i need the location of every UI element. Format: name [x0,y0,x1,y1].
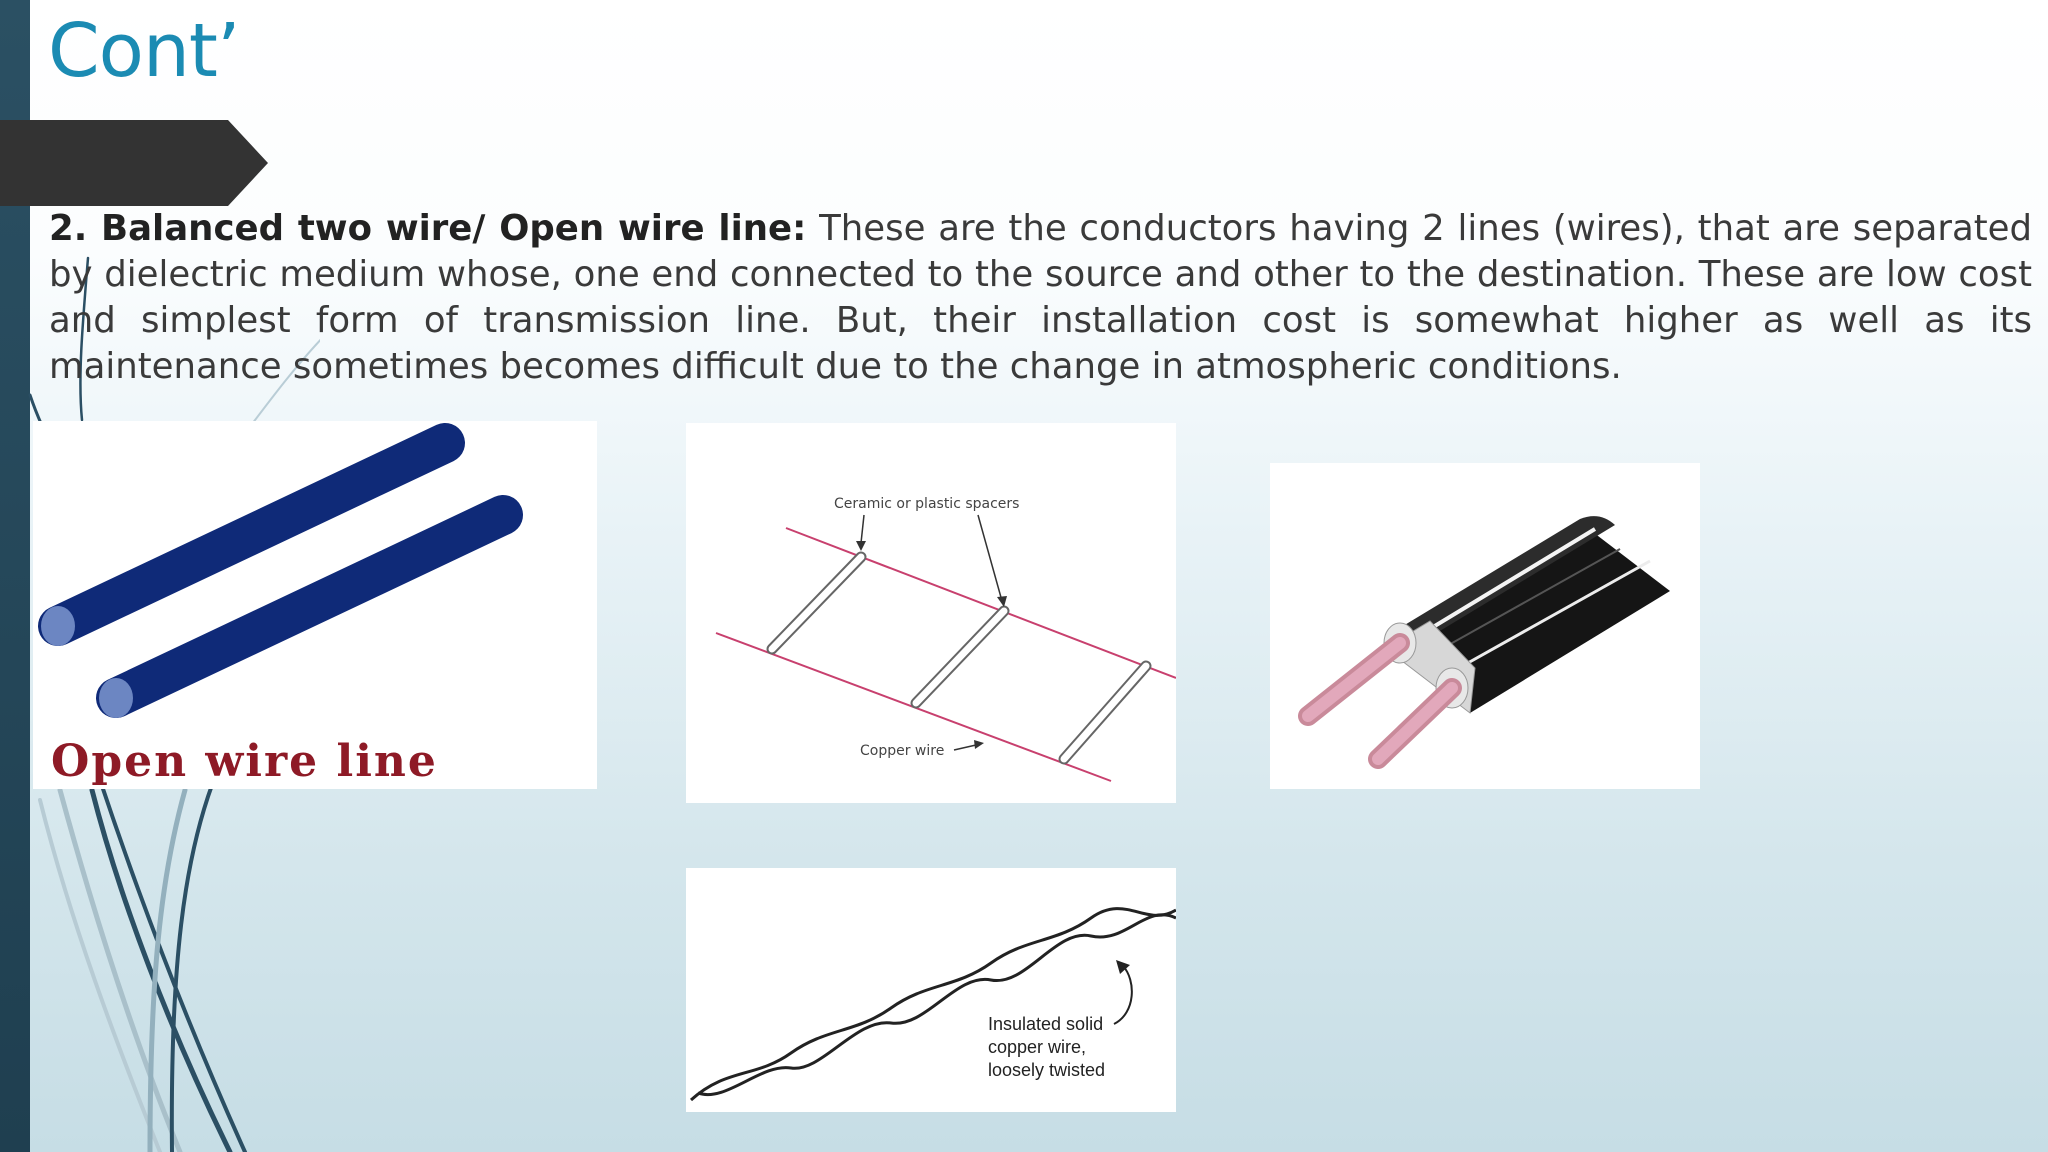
twisted-label-line3: loosely twisted [988,1060,1106,1080]
twisted-wire-image [686,868,1176,1112]
copper-wire-label: Copper wire [860,743,945,759]
body-paragraph [49,206,2032,390]
spacers-label: Ceramic or plastic spacers [834,496,1020,512]
twisted-label-line2: copper wire, [988,1037,1087,1057]
slide-title: Cont’ [48,8,240,94]
paragraph-heading: 2. Balanced two wire/ Open wire line: [49,208,807,249]
twisted-label-line1: Insulated solid [988,1014,1104,1034]
arrow-tab [0,120,270,206]
ladder-line-image [686,423,1176,803]
paragraph-body: These are the conductors having 2 lines (wires), that are separated by dielectric medium whose, one end connected to the source and other to the destination. These are low cost and simplest form of transmission line. But, their installation cost is somewhat higher as well as its maintenance sometimes becomes difficult due to the change in atmospheric conditions. [49,208,2033,387]
twin-lead-cable-image [1270,463,1700,789]
open-wire-line-image [33,421,597,789]
open-wire-caption: Open wire line [51,736,438,787]
